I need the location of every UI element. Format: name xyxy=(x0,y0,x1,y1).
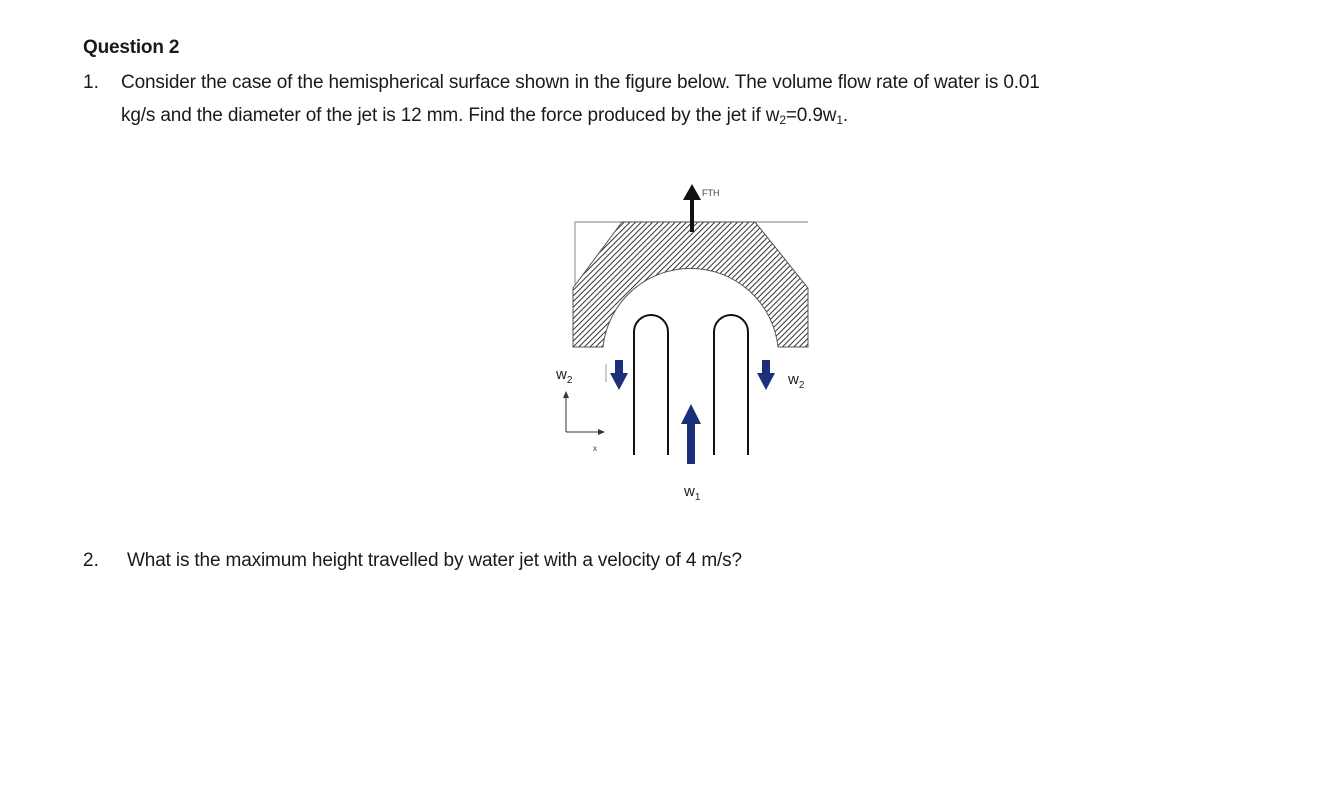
hemispherical-jet-figure xyxy=(540,170,840,515)
inlet-flow-label: $w_1$ xyxy=(684,483,701,503)
force-arrow-head xyxy=(683,184,701,200)
right-jet-stream xyxy=(714,315,748,455)
left-jet-stream xyxy=(634,315,668,455)
question-2-number: 2. xyxy=(83,550,99,571)
hemispherical-vane xyxy=(573,222,808,347)
question-2-text: What is the maximum height travelled by water jet with a velocity of 4 m/s? xyxy=(127,550,742,571)
inlet-arrow-shaft xyxy=(687,422,695,464)
question-1-number: 1. xyxy=(83,72,99,93)
left-outflow-arrow-head xyxy=(610,373,628,390)
left-outflow-arrow-shaft xyxy=(615,360,623,374)
x-axis-label: x xyxy=(593,444,597,453)
question-heading: Question 2 xyxy=(83,37,180,58)
question-1-line-1: Consider the case of the hemispherical surface shown in the figure below. The volume flow rate of water is 0.01 xyxy=(121,72,1040,93)
right-flow-label: $w_2$ xyxy=(788,371,805,391)
left-flow-label: $w_2$ xyxy=(556,366,573,386)
right-outflow-arrow-shaft xyxy=(762,360,770,374)
y-axis-arrowhead xyxy=(563,391,569,398)
question-1-line-2: kg/s and the diameter of the jet is 12 mm. Find the force produced by the jet if $w_2=0.9w_1$. xyxy=(121,105,849,127)
force-label: FTH xyxy=(702,188,720,198)
right-outflow-arrow-head xyxy=(757,373,775,390)
x-axis-arrowhead xyxy=(598,429,605,435)
inlet-arrow-head xyxy=(681,404,701,424)
